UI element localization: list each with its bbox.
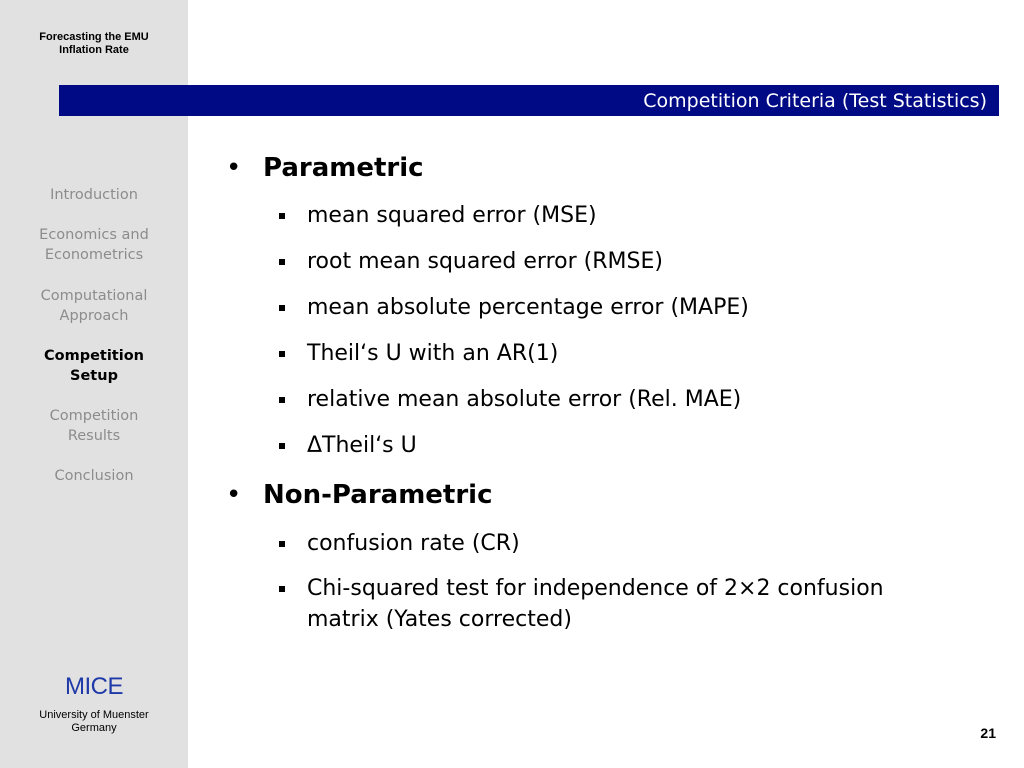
nav-item-label: Conclusion <box>54 468 134 484</box>
page-number: 21 <box>980 725 996 741</box>
square-bullet-icon <box>279 397 285 403</box>
section-non-parametric <box>226 479 493 511</box>
nav-item-label: Econometrics <box>44 247 144 263</box>
presentation-title <box>0 31 188 57</box>
nav-item-introduction[interactable] <box>0 185 188 205</box>
list-item-text: matrix (Yates corrected) <box>307 607 572 632</box>
square-bullet-icon <box>279 259 285 265</box>
mice-logo: MICE <box>65 673 123 700</box>
square-bullet-icon <box>279 305 285 311</box>
square-bullet-icon <box>279 443 285 449</box>
presentation-title-line2: Inflation Rate <box>59 44 129 56</box>
section-parametric <box>226 152 424 184</box>
list-item-text: mean absolute percentage error (MAPE) <box>307 295 749 320</box>
nav-item-label: Economics and <box>39 227 149 243</box>
presentation-title-line1: Forecasting the EMU <box>39 31 149 43</box>
nav-item-label: Setup <box>70 368 118 384</box>
list-item-text: Chi-squared test for independence of 2×2 confusion <box>307 576 884 601</box>
title-bar <box>59 85 999 116</box>
list-item-text: confusion rate (CR) <box>307 531 520 556</box>
list-item-text: ΔTheil‘s U <box>307 433 417 458</box>
list-item-text: relative mean absolute error (Rel. MAE) <box>307 387 742 412</box>
nav-item-economics-and-econometrics[interactable] <box>0 225 188 265</box>
nav-item-label: Competition <box>49 408 139 424</box>
nav-item-computational-approach[interactable] <box>0 286 188 326</box>
nav-item-competition-setup[interactable] <box>0 346 188 386</box>
bullet-dot: • <box>226 480 242 510</box>
section-heading: Parametric <box>263 153 424 183</box>
nav-item-conclusion[interactable] <box>0 466 188 486</box>
slide-title: Competition Criteria (Test Statistics) <box>643 90 987 112</box>
nav-item-label: Introduction <box>50 187 138 203</box>
square-bullet-icon <box>279 351 285 357</box>
nav-item-label: Competition <box>43 348 144 364</box>
section-heading: Non-Parametric <box>263 480 493 510</box>
bullet-dot: • <box>226 153 242 183</box>
university-name <box>0 709 188 735</box>
nav-item-label: Approach <box>59 308 129 324</box>
list-item-text: root mean squared error (RMSE) <box>307 249 663 274</box>
nav-item-label: Computational <box>40 288 148 304</box>
nav-item-competition-results[interactable] <box>0 406 188 446</box>
square-bullet-icon <box>279 541 285 547</box>
square-bullet-icon <box>279 586 285 592</box>
nav-item-label: Results <box>67 428 121 444</box>
university-line2: Germany <box>71 722 117 734</box>
list-item-text: Theil‘s U with an AR(1) <box>307 341 559 366</box>
university-line1: University of Muenster <box>39 709 149 721</box>
list-item-text: mean squared error (MSE) <box>307 203 597 228</box>
square-bullet-icon <box>279 213 285 219</box>
